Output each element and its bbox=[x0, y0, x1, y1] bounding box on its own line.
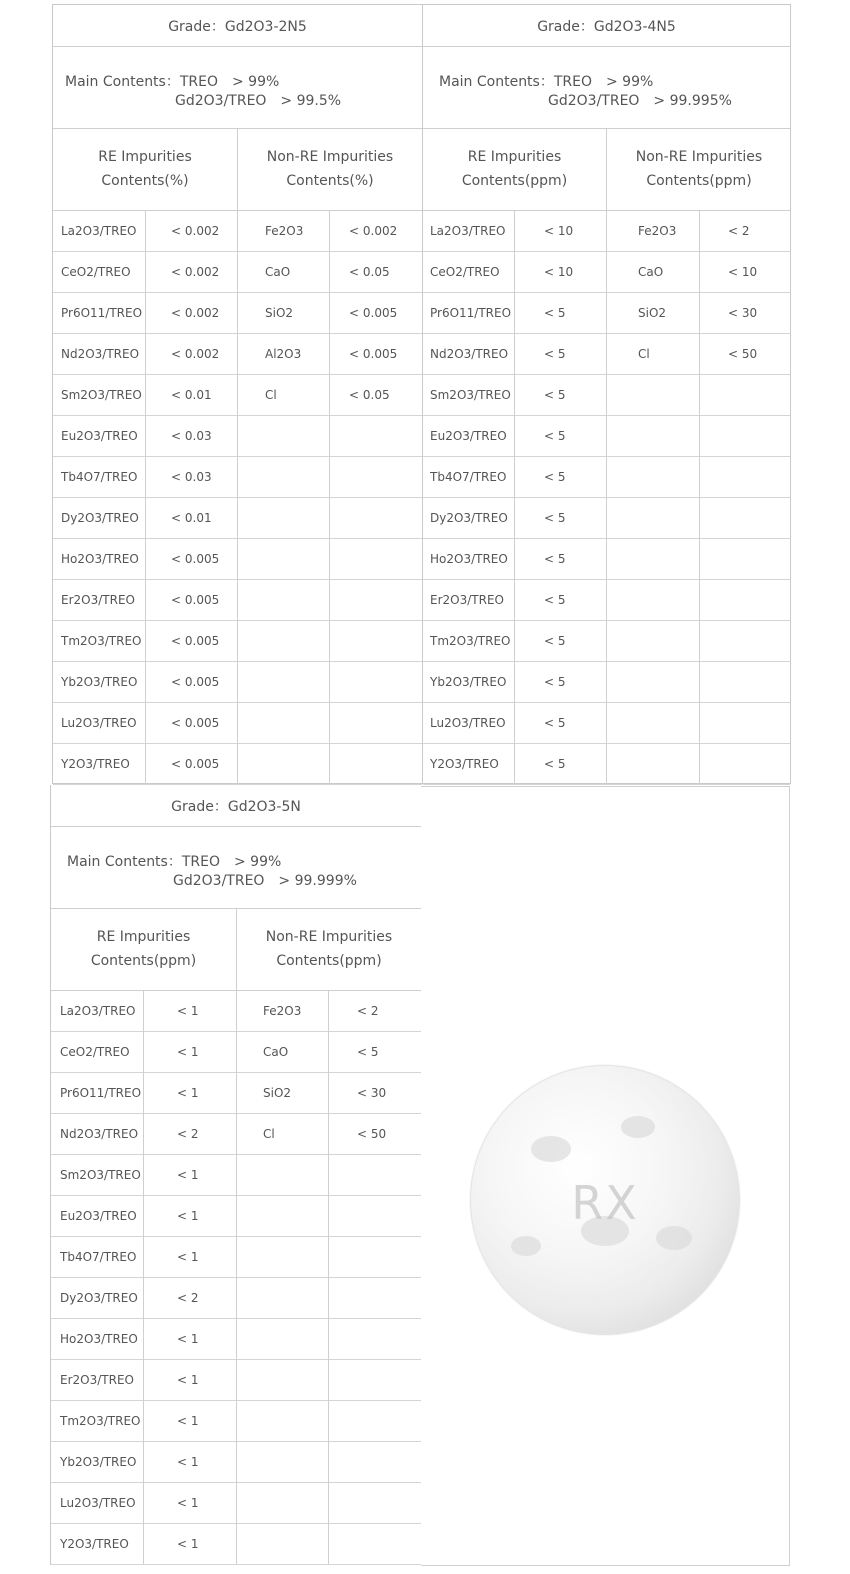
re-impurity-value: < 0.005 bbox=[171, 715, 220, 730]
re-impurity-name: Yb2O3/TREO bbox=[60, 1454, 137, 1469]
re-impurity-name: Y2O3/TREO bbox=[430, 756, 499, 771]
main-contents-gd2o3: Gd2O3/TREO > 99.995% bbox=[548, 93, 732, 109]
non-re-impurity-value: < 0.05 bbox=[349, 264, 390, 279]
re-header-line1: RE Impurities bbox=[98, 149, 192, 165]
re-impurity-name: Eu2O3/TREO bbox=[61, 428, 138, 443]
re-impurity-name: Tb4O7/TREO bbox=[60, 1249, 137, 1264]
re-impurity-value: < 5 bbox=[544, 715, 566, 730]
re-impurity-name: Eu2O3/TREO bbox=[60, 1208, 137, 1223]
main-contents-gd2o3: Gd2O3/TREO > 99.5% bbox=[175, 93, 342, 109]
re-impurity-name: Ho2O3/TREO bbox=[61, 551, 139, 566]
grade-table-5n bbox=[50, 785, 421, 1565]
grade-title: Grade：Gd2O3-2N5 bbox=[53, 5, 422, 47]
column-divider bbox=[328, 990, 329, 1564]
re-impurity-value: < 0.03 bbox=[171, 469, 212, 484]
re-impurity-value: < 0.002 bbox=[171, 346, 220, 361]
re-impurity-value: < 1 bbox=[177, 1454, 199, 1469]
re-impurity-value: < 0.005 bbox=[171, 756, 220, 771]
non-re-impurity-name: CaO bbox=[638, 264, 664, 279]
main-contents bbox=[53, 46, 422, 129]
re-impurity-name: Lu2O3/TREO bbox=[61, 715, 137, 730]
re-impurity-value: < 10 bbox=[544, 264, 574, 279]
non-re-impurity-value: < 0.005 bbox=[349, 346, 398, 361]
impurity-headers bbox=[51, 908, 421, 991]
column-divider bbox=[145, 210, 146, 784]
column-divider bbox=[606, 210, 607, 784]
non-re-impurity-value: < 30 bbox=[357, 1085, 387, 1100]
non-re-impurity-value: < 2 bbox=[728, 223, 750, 238]
re-impurity-name: Nd2O3/TREO bbox=[430, 346, 509, 361]
main-contents-gd2o3: Gd2O3/TREO > 99.999% bbox=[173, 873, 357, 889]
re-impurity-value: < 5 bbox=[544, 346, 566, 361]
re-impurity-name: Sm2O3/TREO bbox=[430, 387, 511, 402]
re-impurity-name: Tm2O3/TREO bbox=[61, 633, 142, 648]
re-impurity-value: < 1 bbox=[177, 1331, 199, 1346]
re-impurity-name: Nd2O3/TREO bbox=[60, 1126, 139, 1141]
re-impurity-name: Tb4O7/TREO bbox=[430, 469, 507, 484]
re-impurity-name: Ho2O3/TREO bbox=[60, 1331, 138, 1346]
re-impurity-name: Y2O3/TREO bbox=[61, 756, 130, 771]
re-impurity-value: < 0.005 bbox=[171, 551, 220, 566]
non-re-impurity-name: SiO2 bbox=[265, 305, 294, 320]
re-impurity-name: Tb4O7/TREO bbox=[61, 469, 138, 484]
re-header-line2: Contents(ppm) bbox=[461, 173, 568, 189]
re-impurity-value: < 1 bbox=[177, 1208, 199, 1223]
non-re-impurity-name: Cl bbox=[263, 1126, 275, 1141]
non-re-impurity-value: < 50 bbox=[357, 1126, 387, 1141]
re-impurity-name: La2O3/TREO bbox=[61, 223, 137, 238]
re-impurity-value: < 1 bbox=[177, 1044, 199, 1059]
main-contents-treo: Main Contents：TREO > 99% bbox=[439, 74, 654, 90]
re-impurity-value: < 1 bbox=[177, 1167, 199, 1182]
re-impurity-name: Yb2O3/TREO bbox=[430, 674, 507, 689]
non-re-header-line1: Non-RE Impurities bbox=[635, 149, 763, 165]
photo-watermark: RX bbox=[571, 1176, 639, 1230]
main-contents bbox=[423, 46, 790, 129]
re-impurity-value: < 0.005 bbox=[171, 633, 220, 648]
gadolinium-oxide-powder-image bbox=[471, 1066, 739, 1334]
re-impurity-value: < 5 bbox=[544, 674, 566, 689]
re-impurity-value: < 10 bbox=[544, 223, 574, 238]
non-re-impurities-header bbox=[606, 128, 792, 210]
non-re-impurity-value: < 5 bbox=[357, 1044, 379, 1059]
re-impurity-name: CeO2/TREO bbox=[61, 264, 131, 279]
re-impurity-value: < 5 bbox=[544, 551, 566, 566]
re-impurity-name: Sm2O3/TREO bbox=[60, 1167, 141, 1182]
non-re-impurity-name: CaO bbox=[265, 264, 291, 279]
re-impurity-name: Pr6O11/TREO bbox=[61, 305, 143, 320]
re-impurities-header bbox=[51, 908, 236, 990]
grade-table-4n5 bbox=[422, 4, 791, 784]
non-re-header-line2: Contents(ppm) bbox=[276, 953, 382, 969]
non-re-impurity-name: Cl bbox=[265, 387, 277, 402]
non-re-impurity-name: Fe2O3 bbox=[638, 223, 677, 238]
non-re-impurity-value: < 0.002 bbox=[349, 223, 398, 238]
re-impurity-name: Nd2O3/TREO bbox=[61, 346, 140, 361]
re-impurity-name: Pr6O11/TREO bbox=[430, 305, 512, 320]
re-impurity-value: < 0.01 bbox=[171, 387, 212, 402]
impurity-rows bbox=[53, 210, 422, 784]
re-impurity-value: < 0.01 bbox=[171, 510, 212, 525]
column-divider bbox=[237, 210, 238, 784]
re-impurity-value: < 2 bbox=[177, 1126, 199, 1141]
non-re-impurity-name: Cl bbox=[638, 346, 650, 361]
re-impurity-name: Lu2O3/TREO bbox=[430, 715, 506, 730]
column-divider bbox=[514, 210, 515, 784]
re-impurity-value: < 5 bbox=[544, 387, 566, 402]
re-impurities-header bbox=[53, 128, 237, 210]
re-impurity-value: < 5 bbox=[544, 756, 566, 771]
re-header-line1: RE Impurities bbox=[467, 149, 562, 165]
non-re-impurity-name: SiO2 bbox=[638, 305, 667, 320]
re-impurity-value: < 0.03 bbox=[171, 428, 212, 443]
re-impurity-name: Er2O3/TREO bbox=[61, 592, 135, 607]
re-impurity-value: < 5 bbox=[544, 633, 566, 648]
re-impurity-value: < 0.002 bbox=[171, 305, 220, 320]
re-impurity-value: < 5 bbox=[544, 592, 566, 607]
non-re-header-line1: Non-RE Impurities bbox=[266, 149, 394, 165]
re-impurity-value: < 0.005 bbox=[171, 674, 220, 689]
re-impurity-value: < 1 bbox=[177, 1085, 199, 1100]
non-re-header-line1: Non-RE Impurities bbox=[265, 929, 393, 945]
re-impurity-name: Dy2O3/TREO bbox=[61, 510, 139, 525]
re-impurity-value: < 0.002 bbox=[171, 223, 220, 238]
non-re-impurities-header bbox=[237, 128, 423, 210]
re-impurity-name: Eu2O3/TREO bbox=[430, 428, 507, 443]
non-re-impurity-value: < 0.05 bbox=[349, 387, 390, 402]
column-divider bbox=[236, 990, 237, 1564]
re-impurity-name: CeO2/TREO bbox=[430, 264, 500, 279]
grade-title: Grade：Gd2O3-5N bbox=[51, 785, 421, 827]
re-impurity-name: Lu2O3/TREO bbox=[60, 1495, 136, 1510]
re-impurity-value: < 0.005 bbox=[171, 592, 220, 607]
impurity-rows bbox=[423, 210, 790, 784]
re-impurity-name: Pr6O11/TREO bbox=[60, 1085, 142, 1100]
re-impurity-value: < 5 bbox=[544, 305, 566, 320]
column-divider bbox=[143, 990, 144, 1564]
non-re-impurity-value: < 10 bbox=[728, 264, 758, 279]
re-impurities-header bbox=[423, 128, 606, 210]
re-impurity-value: < 5 bbox=[544, 428, 566, 443]
non-re-impurity-name: CaO bbox=[263, 1044, 289, 1059]
re-impurity-value: < 1 bbox=[177, 1249, 199, 1264]
re-impurity-name: Yb2O3/TREO bbox=[61, 674, 138, 689]
re-impurity-name: La2O3/TREO bbox=[60, 1003, 136, 1018]
re-impurity-value: < 5 bbox=[544, 469, 566, 484]
re-header-line2: Contents(ppm) bbox=[90, 953, 197, 969]
re-impurity-value: < 0.002 bbox=[171, 264, 220, 279]
re-impurity-name: Dy2O3/TREO bbox=[60, 1290, 138, 1305]
re-impurity-name: Y2O3/TREO bbox=[60, 1536, 129, 1551]
non-re-header-line2: Contents(%) bbox=[286, 173, 374, 189]
re-impurity-name: Er2O3/TREO bbox=[60, 1372, 134, 1387]
re-impurity-value: < 1 bbox=[177, 1413, 199, 1428]
re-impurity-value: < 5 bbox=[544, 510, 566, 525]
re-impurity-name: Tm2O3/TREO bbox=[430, 633, 511, 648]
non-re-impurity-value: < 2 bbox=[357, 1003, 379, 1018]
non-re-impurity-value: < 30 bbox=[728, 305, 758, 320]
re-impurity-name: Er2O3/TREO bbox=[430, 592, 504, 607]
re-impurity-name: Tm2O3/TREO bbox=[60, 1413, 141, 1428]
re-impurity-name: Sm2O3/TREO bbox=[61, 387, 142, 402]
re-impurity-name: Dy2O3/TREO bbox=[430, 510, 508, 525]
grade-title: Grade：Gd2O3-4N5 bbox=[423, 5, 790, 47]
re-impurity-value: < 1 bbox=[177, 1003, 199, 1018]
re-impurity-value: < 1 bbox=[177, 1372, 199, 1387]
re-impurity-name: Ho2O3/TREO bbox=[430, 551, 508, 566]
non-re-impurity-name: Fe2O3 bbox=[265, 223, 304, 238]
product-photo-panel bbox=[421, 786, 790, 1566]
non-re-header-line2: Contents(ppm) bbox=[646, 173, 752, 189]
grade-table-2n5 bbox=[52, 4, 422, 784]
main-contents-treo: Main Contents：TREO > 99% bbox=[67, 854, 282, 870]
impurity-headers bbox=[53, 128, 422, 211]
re-header-line1: RE Impurities bbox=[96, 929, 191, 945]
re-impurity-value: < 2 bbox=[177, 1290, 199, 1305]
re-header-line2: Contents(%) bbox=[101, 173, 189, 189]
main-contents-treo: Main Contents：TREO > 99% bbox=[65, 74, 280, 90]
main-contents bbox=[51, 826, 421, 909]
non-re-impurities-header bbox=[236, 908, 422, 990]
column-divider bbox=[699, 210, 700, 784]
re-impurity-value: < 1 bbox=[177, 1536, 199, 1551]
column-divider bbox=[329, 210, 330, 784]
re-impurity-value: < 1 bbox=[177, 1495, 199, 1510]
non-re-impurity-name: SiO2 bbox=[263, 1085, 292, 1100]
non-re-impurity-value: < 0.005 bbox=[349, 305, 398, 320]
re-impurity-name: CeO2/TREO bbox=[60, 1044, 130, 1059]
impurity-headers bbox=[423, 128, 790, 211]
non-re-impurity-name: Al2O3 bbox=[265, 346, 302, 361]
impurity-rows bbox=[51, 990, 421, 1564]
non-re-impurity-name: Fe2O3 bbox=[263, 1003, 302, 1018]
re-impurity-name: La2O3/TREO bbox=[430, 223, 506, 238]
non-re-impurity-value: < 50 bbox=[728, 346, 758, 361]
